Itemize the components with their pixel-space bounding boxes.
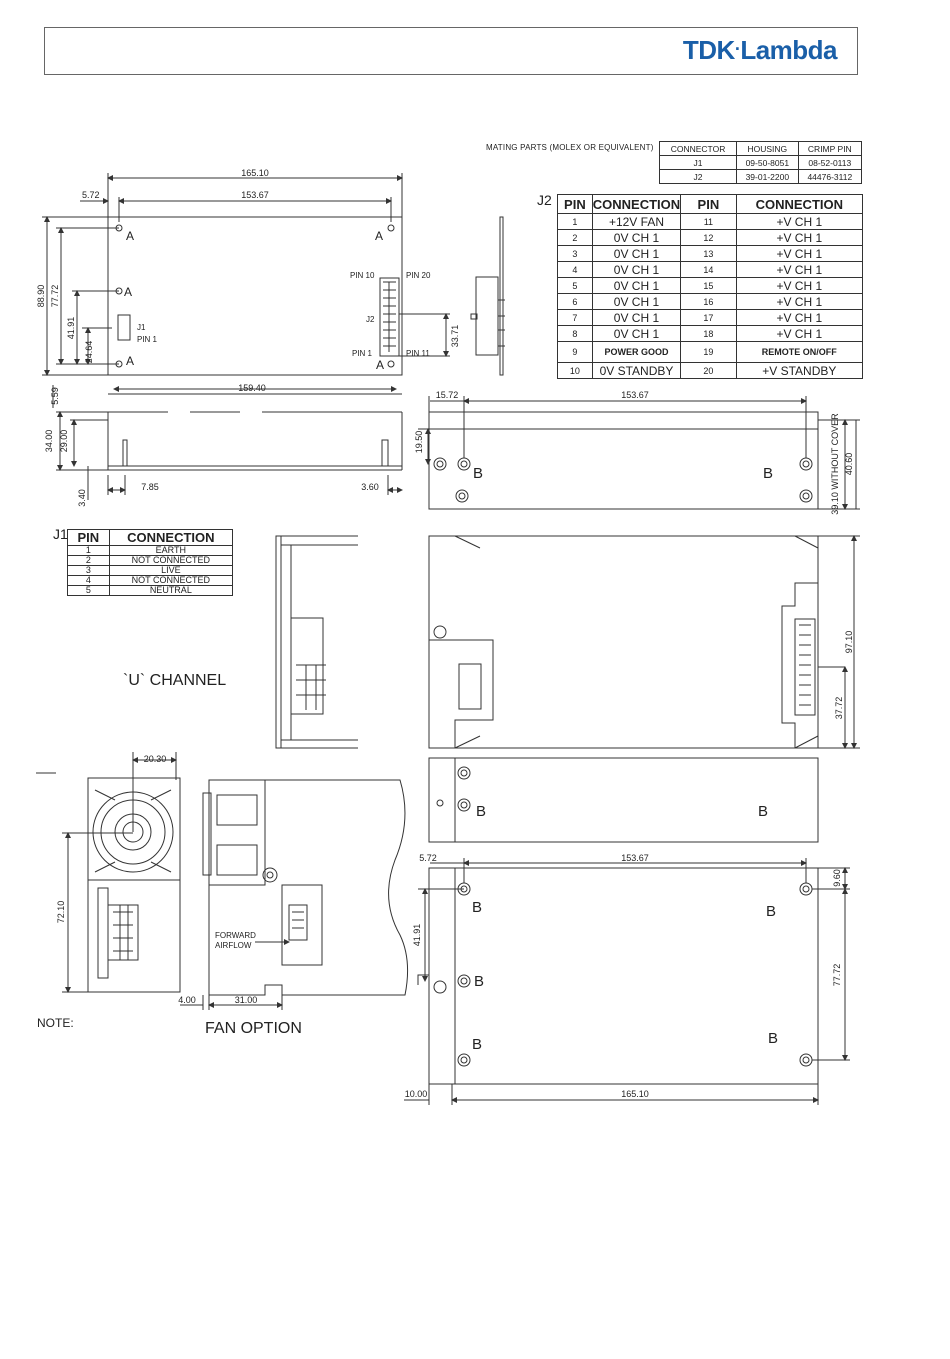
pin-number: 18 [681,326,736,342]
j2-header: CONNECTION [736,195,862,214]
j2-header: PIN [681,195,736,214]
pin-number: 19 [681,342,736,363]
dim-label: 3.40 [77,489,87,507]
pin-connection: 0V CH 1 [592,326,680,342]
pin-connection: 0V CH 1 [592,310,680,326]
dim-label: 31.00 [234,995,258,1005]
pin-connection: +V CH 1 [736,230,862,246]
dim-label: 165.10 [621,1089,649,1099]
pin-connection: +V CH 1 [736,310,862,326]
pin-label: PIN 11 [406,349,430,358]
dim-label: 40.60 [844,452,854,476]
pin-number: 14 [681,262,736,278]
mating-header: CRIMP PIN [798,142,861,156]
pin-number: 5 [558,278,593,294]
pin-connection: NOT CONNECTED [109,576,232,586]
pin-connection: +V STANDBY [736,363,862,379]
dim-label: 5.72 [82,190,100,200]
pin-connection: +12V FAN [592,214,680,230]
u-channel-view [276,536,358,748]
hole-mark: B [758,803,769,820]
pin-connection: 0V CH 1 [592,262,680,278]
hole-mark: B [768,1030,779,1047]
j2-header: PIN [558,195,593,214]
fan-option-view [36,752,408,1010]
dim-label: 20.30 [143,754,167,764]
mating-cell: 44476-3112 [798,170,861,184]
connector-label: J2 [366,315,375,324]
j1-connector [118,315,130,340]
right-side-strip [429,758,818,842]
pin-connection: +V CH 1 [736,326,862,342]
pin-label: PIN 10 [350,271,375,280]
dim-label: 7.85 [141,482,159,492]
dim-label: 153.67 [621,390,649,400]
mating-cell: J1 [660,156,737,170]
dim-label: 41.91 [412,923,422,947]
pin-number: 11 [681,214,736,230]
dim-label: 37.72 [834,696,844,720]
pin-connection: 0V STANDBY [592,363,680,379]
airflow-label: AIRFLOW [215,941,252,950]
pin-number: 20 [681,363,736,379]
pin-number: 10 [558,363,593,379]
pin-connection: POWER GOOD [592,342,680,363]
dim-label: 29.00 [59,429,69,453]
tdk-lambda-logo: TDK·Lambda [682,35,837,65]
pin-connection: NOT CONNECTED [109,556,232,566]
dim-label: 9.60 [832,869,842,887]
fan-option-label: FAN OPTION [205,1020,302,1037]
pin-number: 8 [558,326,593,342]
connector-side-view [471,217,505,375]
u-channel-label: `U` CHANNEL [123,672,227,689]
pin-connection: +V CH 1 [736,214,862,230]
pin-number: 13 [681,246,736,262]
right-top-outline [429,412,818,509]
dim-label: 159.40 [238,383,266,393]
pin-connection: REMOTE ON/OFF [736,342,862,363]
pin-connection: +V CH 1 [736,278,862,294]
dim-label: 39.10 WITHOUT COVER [830,413,840,515]
pin-connection: +V CH 1 [736,262,862,278]
pin-connection: +V CH 1 [736,294,862,310]
hole-mark: B [472,899,483,916]
hole-mark: A [124,285,133,299]
top-view [42,173,450,408]
dim-label: 72.10 [56,900,66,924]
hole-mark: B [766,903,777,920]
pin-connection: +V CH 1 [736,246,862,262]
dim-label: 88.90 [36,284,46,308]
dim-label: 15.72 [435,390,459,400]
pin-connection: 0V CH 1 [592,230,680,246]
mating-cell: 09-50-8051 [737,156,799,170]
dim-label: 165.10 [241,168,269,178]
pin-number: 6 [558,294,593,310]
mating-parts-label: MATING PARTS (MOLEX OR EQUIVALENT) [486,143,654,152]
dim-label: 19.50 [414,430,424,454]
hole-mark: B [473,465,484,482]
pin-connection: NEUTRAL [109,586,232,596]
pin-number: 9 [558,342,593,363]
pin-connection: 0V CH 1 [592,294,680,310]
j1-table-label: J1 [53,526,68,542]
pin-label: PIN 1 [352,349,373,358]
right-channel-view [429,536,860,748]
mounting-hole [388,225,394,231]
dim-label: 3.60 [361,482,379,492]
j1-header: CONNECTION [109,530,232,546]
mating-header: CONNECTOR [660,142,737,156]
right-bottom-view [404,858,850,1105]
pin-connection: 0V CH 1 [592,246,680,262]
hole-mark: A [376,358,385,372]
pin-number: 1 [68,546,110,556]
pin-number: 2 [68,556,110,566]
pin-number: 3 [558,246,593,262]
dim-label: 5.72 [419,853,437,863]
pin-connection: EARTH [109,546,232,556]
dim-label: 24.64 [84,340,94,364]
hole-mark: A [375,229,384,243]
dim-label: 10.00 [404,1089,428,1099]
dim-label: 153.67 [621,853,649,863]
dim-label: 77.72 [50,284,60,308]
dim-label: 41.91 [66,316,76,340]
pin-number: 1 [558,214,593,230]
pin-number: 17 [681,310,736,326]
pin-number: 12 [681,230,736,246]
pin-number: 2 [558,230,593,246]
connector-label: J1 [137,323,146,332]
pin-number: 16 [681,294,736,310]
j2-table-label: J2 [537,192,552,208]
hole-mark: B [474,973,485,990]
dim-label: 33.71 [450,324,460,348]
pin-number: 4 [558,262,593,278]
pin-number: 3 [68,566,110,576]
hole-mark: B [476,803,487,820]
j2-header: CONNECTION [592,196,681,212]
dim-label: 77.72 [832,963,842,987]
mounting-hole [388,361,394,367]
dim-label: 153.67 [241,190,269,200]
hole-mark: A [126,354,135,368]
mating-header: HOUSING [737,142,799,156]
right-top-view [418,396,860,509]
pin-connection: LIVE [109,566,232,576]
pin-number: 7 [558,310,593,326]
pin-number: 15 [681,278,736,294]
dim-label: 4.00 [178,995,196,1005]
hole-mark: B [472,1036,483,1053]
dim-label: 97.10 [844,630,854,654]
j1-header: PIN [68,530,110,546]
mating-cell: 39-01-2200 [737,170,799,184]
hole-mark: A [126,229,135,243]
pin-label: PIN 20 [406,271,431,280]
pin-label: PIN 1 [137,335,158,344]
mating-cell: 08-52-0113 [798,156,861,170]
note-label: NOTE: [37,1016,74,1030]
hole-mark: B [763,465,774,482]
pin-number: 4 [68,576,110,586]
side-view [56,389,402,500]
pin-number: 5 [68,586,110,596]
airflow-label: FORWARD [215,931,256,940]
dim-label: 5.59 [50,387,60,405]
pin-connection: 0V CH 1 [592,278,680,294]
dim-label: 34.00 [44,429,54,453]
mating-cell: J2 [660,170,737,184]
